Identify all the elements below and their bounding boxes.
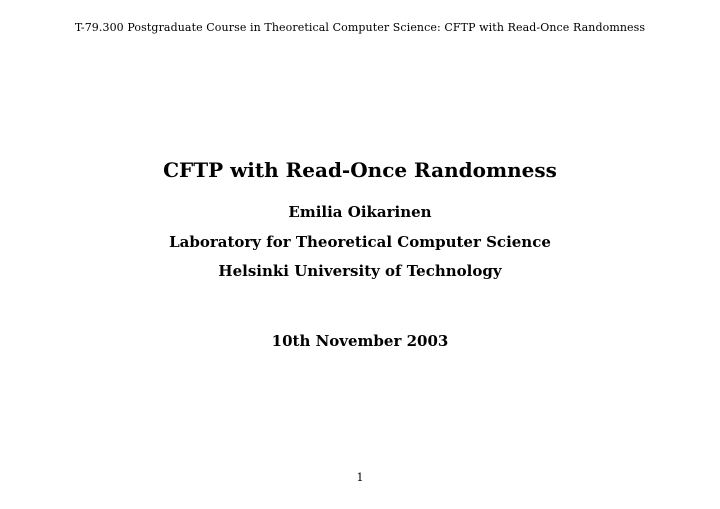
affiliation-university: Helsinki University of Technology (218, 262, 502, 280)
running-header: T-79.300 Postgraduate Course in Theoretical Computer Science: CFTP with Read-Once Randomness (74, 21, 646, 34)
presentation-date: 10th November 2003 (271, 332, 449, 350)
affiliation-laboratory: Laboratory for Theoretical Computer Science (169, 233, 551, 251)
author-name: Emilia Oikarinen (288, 203, 432, 221)
page-number: 1 (356, 471, 364, 484)
slide-title: CFTP with Read-Once Randomness (163, 158, 557, 182)
